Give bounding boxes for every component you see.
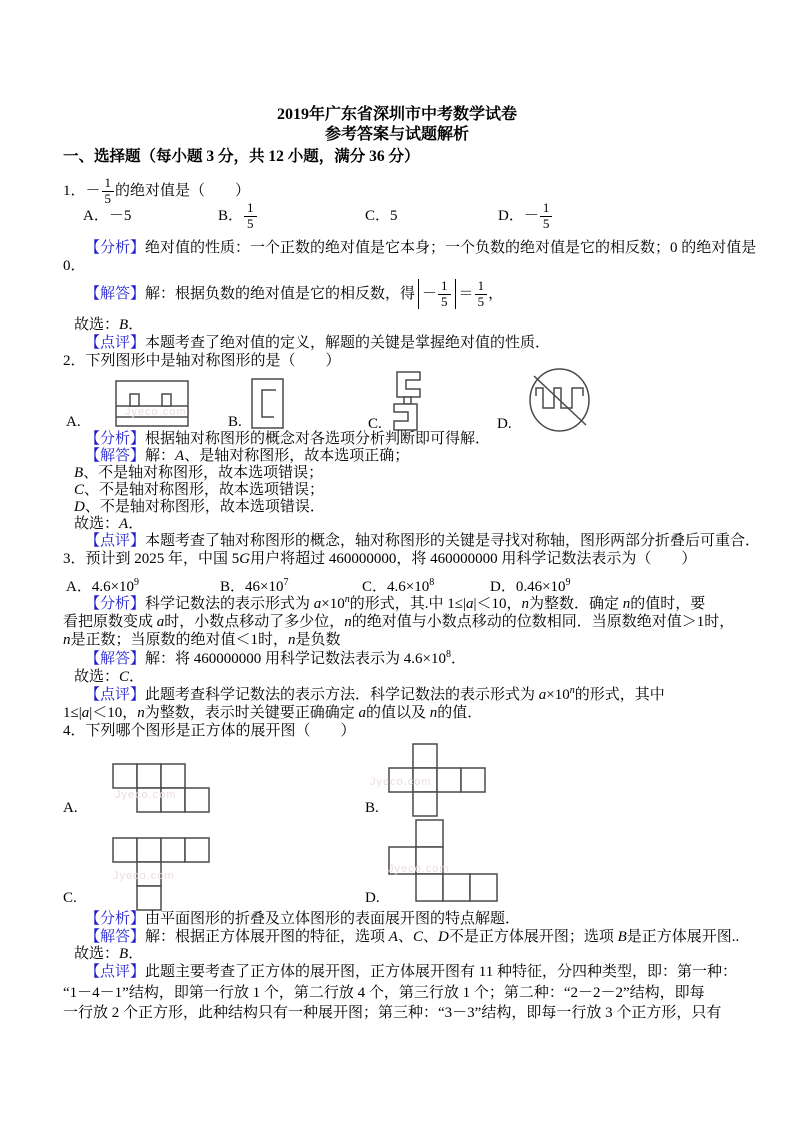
q2-answer-line-1: 【解答】解：A、是轴对称图形，故本选项正确；	[85, 448, 410, 464]
q1-analysis-line-1: 【分析】绝对值的性质：一个正数的绝对值是它本身；一个负数的绝对值是它的相反数；0 的绝对值是	[85, 240, 757, 256]
q2-figure-label-c: C.	[368, 416, 382, 432]
watermark: Jyeco.com	[125, 406, 187, 418]
q4-comment-line-3: 一行放 2 个正方形，此种结构只有一种展开图；第三种：“3－3”结构，即每一行放 3 个正方形，只有	[63, 1005, 722, 1021]
watermark: Jyeco.com	[115, 789, 177, 801]
q3-answer-line: 【解答】解：将 460000000 用科学记数法表示为 $4.6\times 10^8$．	[85, 649, 466, 667]
q2-figure-b-bracket	[252, 379, 283, 428]
q1-option-b: B． $\frac{1}{5}$	[218, 198, 258, 234]
q3-option-c: C．$4.6\times 10^8$	[362, 577, 435, 595]
q2-figure-label-b: B.	[228, 414, 242, 430]
q4-figure-label-a: A.	[63, 800, 78, 816]
page-subtitle: 参考答案与试题解析	[324, 126, 469, 143]
q4-choose-line: 故选：B．	[74, 946, 144, 962]
q3-choose-line: 故选：C．	[74, 669, 145, 685]
q3-option-d: D．$0.46\times 10^9$	[490, 577, 571, 595]
q3-analysis-line-1: 【分析】科学记数法的表示形式为 $a\times 10^n$的形式，其.中 1≤|a|＜10，n为整数．确定 n的值时，要	[85, 594, 706, 612]
q4-comment-line-1: 【点评】此题主要考查了正方体的展开图，正方体展开图有 11 种特征，分四种类型，即：第一种：	[85, 964, 737, 980]
q2-figure-label-a: A.	[66, 414, 81, 430]
q2-answer-line-4: D、不是轴对称图形，故本选项错误．	[74, 499, 325, 515]
q2-stem: 2．下列图形中是轴对称图形的是（ ）	[63, 353, 341, 369]
q3-stem: 3．预计到 2025 年，中国 5G用户将超过 460000000，将 460000000 用科学记数法表示为（ ）	[63, 551, 697, 567]
q4-stem: 4．下列哪个图形是正方体的展开图（ ）	[63, 723, 356, 739]
watermark: Jyeco.com	[388, 863, 450, 875]
q4-analysis-line: 【分析】由平面图形的折叠及立体图形的表面展开图的特点解题．	[85, 911, 521, 927]
q4-answer-line: 【解答】解：根据正方体展开图的特征，选项 A、C、D不是正方体展开图；选项 B是正方体展开图..	[85, 929, 740, 945]
q1-option-d: D．－ $\frac{1}{5}$	[498, 198, 553, 234]
q3-analysis-line-3: n是正数；当原数的绝对值＜1时，n是负数	[63, 632, 341, 648]
q2-figure-d-no-sign	[530, 369, 589, 431]
q4-comment-line-2: “1－4－1”结构，即第一行放 1 个，第二行放 4 个，第三行放 1 个；第二种：“2－2－2”结构，即每	[63, 985, 705, 1001]
q4-figure-label-d: D.	[365, 890, 380, 906]
q1-answer-line: 【解答】 解：根据负数的绝对值是它的相反数，得 － $\frac{1}{5}$ ＝ $\frac{1}{5}$ ，	[85, 277, 504, 309]
q1-stem: 1．－ $\frac{1}{5}$ 的绝对值是（ ）	[63, 174, 251, 206]
q4-figure-label-b: B.	[365, 800, 379, 816]
q1-choose-line: 故选：B．	[74, 317, 144, 333]
q3-analysis-line-2: 看把原数变成 a时，小数点移动了多少位，n的绝对值与小数点移动的位数相同．当原数绝对值＞1时，	[63, 614, 735, 630]
q1-comment-line: 【点评】本题考查了绝对值的定义，解题的关键是掌握绝对值的性质．	[85, 335, 551, 351]
q2-figure-a-wall	[116, 381, 188, 426]
q2-answer-line-2: B、不是轴对称图形，故本选项错误；	[74, 465, 324, 481]
q2-choose-line: 故选：A．	[74, 516, 144, 532]
q2-figure-label-d: D.	[497, 416, 512, 432]
section-heading: 一、选择题（每小题 3 分，共 12 小题，满分 36 分）	[63, 148, 420, 165]
page-title: 2019年广东省深圳市中考数学试卷	[276, 106, 517, 123]
q3-option-b: B．$46\times 10^7$	[220, 577, 289, 595]
q3-option-a: A．$4.6\times 10^9$	[66, 577, 140, 595]
q1-analysis-line-2: 0．	[63, 258, 86, 274]
q2-comment-line: 【点评】本题考查了轴对称图形的概念，轴对称图形的关键是寻找对称轴，图形两部分折叠后可重合．	[85, 533, 761, 549]
q1-option-a: A．－5	[83, 208, 132, 224]
q2-answer-line-3: C、不是轴对称图形，故本选项错误；	[74, 482, 325, 498]
q3-comment-line-2: 1≤|a|＜10，n为整数，表示时关键要正确确定 a的值以及 n的值．	[63, 705, 483, 721]
q4-figure-label-c: C.	[63, 890, 77, 906]
q4-figure-d-net	[389, 820, 497, 901]
q2-figure-c-s-shape	[394, 372, 420, 430]
watermark: Jyeco.com	[113, 870, 175, 882]
watermark: Jyeco.com	[370, 776, 432, 788]
q3-comment-line-1: 【点评】此题考查科学记数法的表示方法．科学记数法的表示形式为 $a\times 10^n$的形式，其中	[85, 685, 665, 703]
q2-analysis-line: 【分析】根据轴对称图形的概念对各选项分析判断即可得解．	[85, 431, 491, 447]
q4-figure-a-net	[113, 764, 209, 812]
q1-option-c: C．5	[365, 208, 398, 224]
